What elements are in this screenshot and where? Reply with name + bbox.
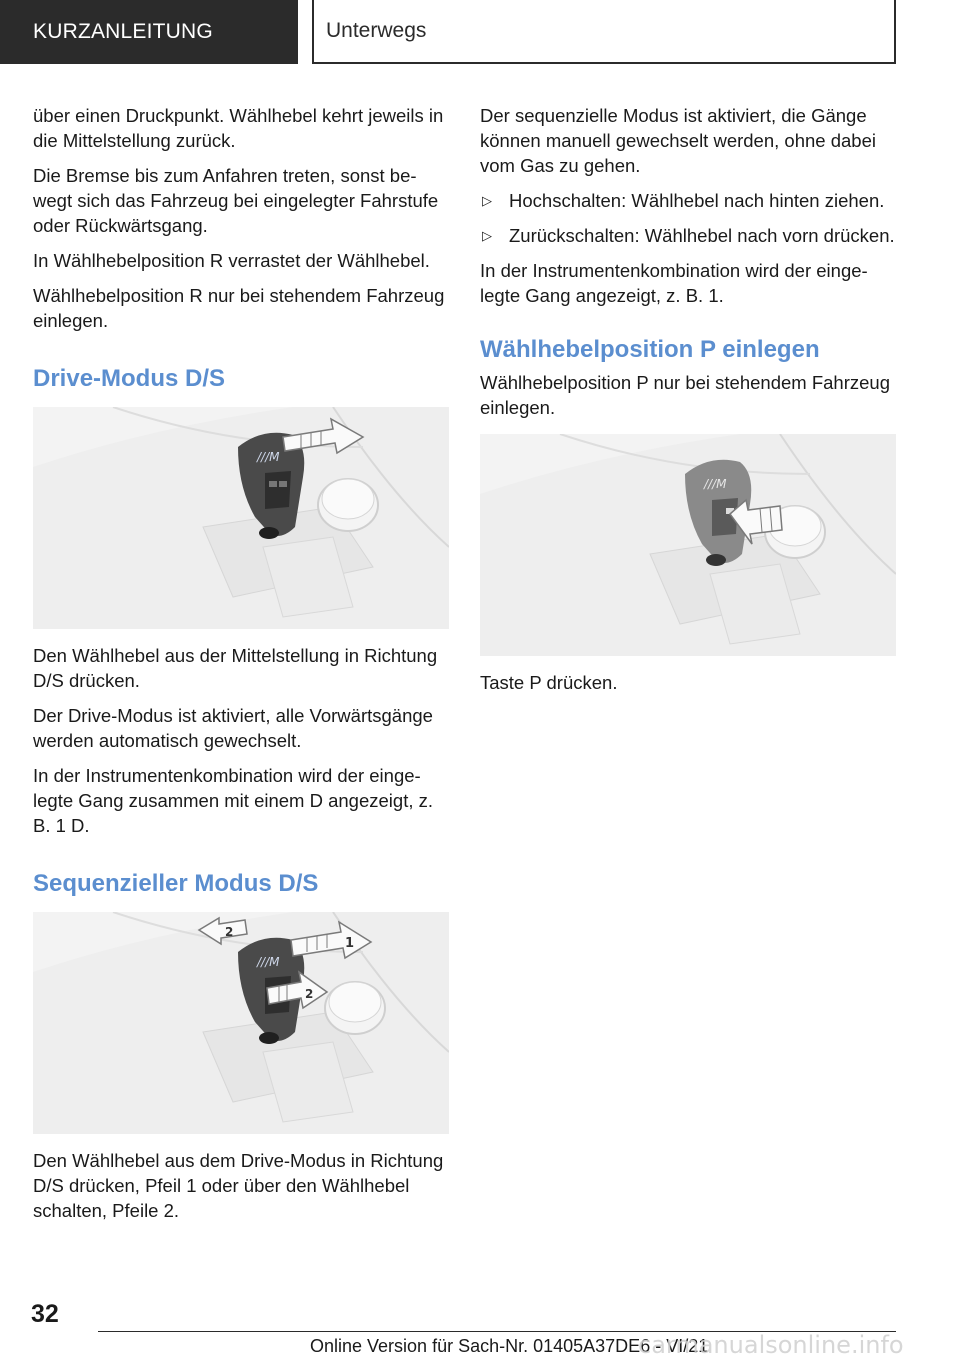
intro-paragraph-2: Die Bremse bis zum Anfahren treten, sonst bewegt sich das Fahrzeug bei eingelegter Fahrstufe oder Rückwärtsgang. xyxy=(33,165,439,236)
svg-text:///M: ///M xyxy=(257,450,280,464)
gear-display-text: In der Instrumentenkombination wird der eingelegte Gang angezeigt, z. B. 1. xyxy=(480,260,868,306)
intro-paragraph-4: Wählhebelposition R nur bei stehendem Fahrzeug einlegen. xyxy=(33,285,445,331)
arrow-2-up-label: 2 xyxy=(225,925,234,939)
drive-mode-heading: Drive-Modus D/S xyxy=(33,365,226,392)
drive-mode-text-3: In der Instrumentenkombination wird der eingelegte Gang zusammen mit einem D angezeigt, z. B. 1 D. xyxy=(33,765,433,836)
gear-selector-illustration xyxy=(33,407,449,629)
online-version-note: Online Version für Sach-Nr. 01405A37DE6 - VI/21 xyxy=(310,1336,709,1356)
arrow-2-down-label: 2 xyxy=(305,987,314,1001)
sequential-mode-text: Den Wählhebel aus dem Drive-Modus in Richtung D/S drücken, Pfeil 1 oder über den Wählhebel schalten, Pfeile 2. xyxy=(33,1150,444,1221)
arrow-1-label: 1 xyxy=(345,936,355,951)
intro-paragraph-3: In Wählhebelposition R verrastet der Wählhebel. xyxy=(33,250,430,271)
drive-mode-figure xyxy=(33,407,449,629)
triangle-bullet-icon: ▷ xyxy=(482,228,492,243)
sequential-mode-heading: Sequenzieller Modus D/S xyxy=(33,870,319,897)
park-button-illustration xyxy=(480,434,896,656)
upshift-text: Hochschalten: Wählhebel nach hinten ziehen. xyxy=(509,190,885,211)
gear-selector-arrows-illustration xyxy=(33,912,449,1134)
shift-instructions-list xyxy=(480,188,896,248)
chapter-tab xyxy=(0,0,298,64)
drive-mode-text-2: Der Drive-Modus ist aktiviert, alle Vorwärtsgänge werden automatisch gewechselt. xyxy=(33,705,433,751)
park-position-heading: Wählhebelposition P einlegen xyxy=(480,336,820,363)
list-item-downshift xyxy=(480,223,896,248)
chapter-title: KURZANLEITUNG xyxy=(33,20,213,43)
left-column xyxy=(33,103,449,1233)
park-position-text: Wählhebelposition P nur bei stehendem Fahrzeug einlegen. xyxy=(480,372,890,418)
park-button-figure xyxy=(480,434,896,656)
sequential-mode-figure xyxy=(33,912,449,1134)
watermark: carmanualsonline.info xyxy=(638,1331,904,1359)
intro-paragraph-1: über einen Druckpunkt. Wählhebel kehrt jeweils in die Mittelstellung zurück. xyxy=(33,105,444,151)
right-column xyxy=(480,103,896,705)
svg-text:///M: ///M xyxy=(704,477,727,491)
page-number: 32 xyxy=(31,1300,59,1328)
svg-text:///M: ///M xyxy=(257,955,280,969)
section-header xyxy=(312,0,896,64)
sequential-mode-continued: Der sequenzielle Modus ist aktiviert, die Gänge können manuell gewechselt werden, ohne dabei vom Gas zu gehen. xyxy=(480,105,876,176)
triangle-bullet-icon: ▷ xyxy=(482,193,492,208)
downshift-text: Zurückschalten: Wählhebel nach vorn drücken. xyxy=(509,225,895,246)
list-item-upshift xyxy=(480,188,896,213)
park-action-text: Taste P drücken. xyxy=(480,672,618,693)
section-title: Unterwegs xyxy=(326,19,427,42)
drive-mode-text-1: Den Wählhebel aus der Mittelstellung in Richtung D/S drücken. xyxy=(33,645,438,691)
